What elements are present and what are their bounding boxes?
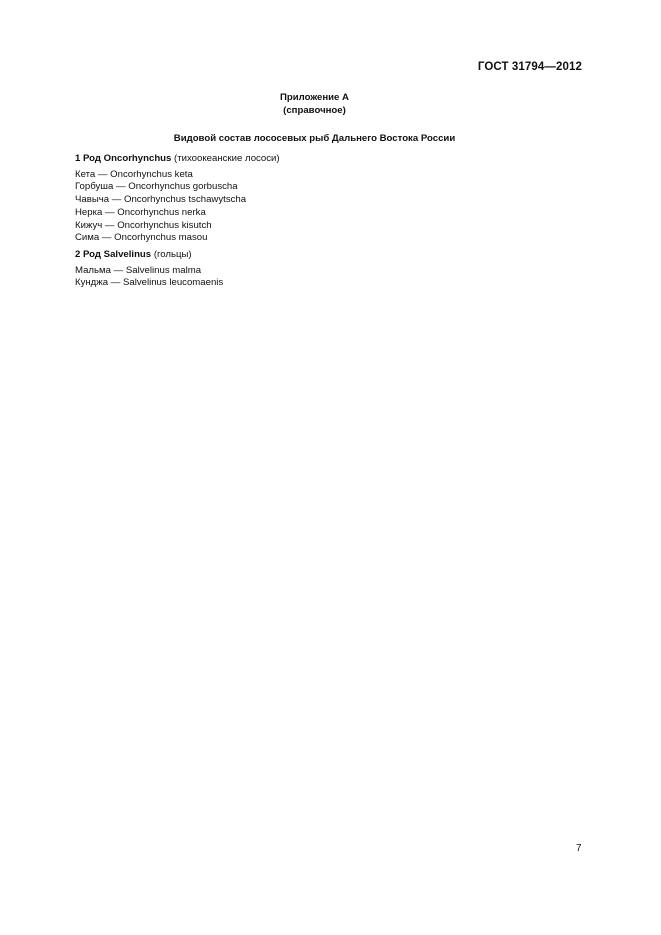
genus-common-name: (гольцы)	[153, 249, 192, 260]
section-title: Видовой состав лососевых рыб Дальнего Востока России	[173, 133, 456, 144]
appendix-title: Приложение А	[280, 92, 349, 103]
species-item: Чавыча — Oncorhynchus tschawytscha	[75, 194, 247, 206]
genus-section-salvelinus	[75, 249, 595, 290]
genus-heading	[75, 249, 595, 262]
species-list	[75, 265, 595, 290]
species-item: Кета — Oncorhynchus keta	[75, 168, 193, 180]
species-item: Мальма — Salvelinus malma	[75, 264, 202, 276]
species-list	[75, 169, 595, 245]
genus-number-label: 2 Род	[75, 249, 101, 260]
species-item: Кижуч — Oncorhynchus kisutch	[75, 219, 212, 231]
document-code: ГОСТ 31794—2012	[477, 61, 582, 73]
species-item: Кунджа — Salvelinus leucomaenis	[75, 277, 224, 289]
page-number: 7	[576, 843, 582, 854]
species-item: Сима — Oncorhynchus masou	[75, 232, 208, 244]
genus-latin-name: Oncorhynchus	[103, 153, 172, 164]
genus-heading	[75, 153, 595, 166]
genus-section-oncorhynchus	[75, 153, 595, 245]
genus-number-label: 1 Род	[75, 153, 101, 164]
species-item: Нерка — Oncorhynchus nerka	[75, 206, 206, 218]
species-item: Горбуша — Oncorhynchus gorbuscha	[75, 181, 238, 193]
appendix-note: (справочное)	[283, 105, 346, 116]
genus-latin-name: Salvelinus	[103, 249, 152, 260]
genus-common-name: (тихоокеанские лососи)	[174, 153, 280, 164]
